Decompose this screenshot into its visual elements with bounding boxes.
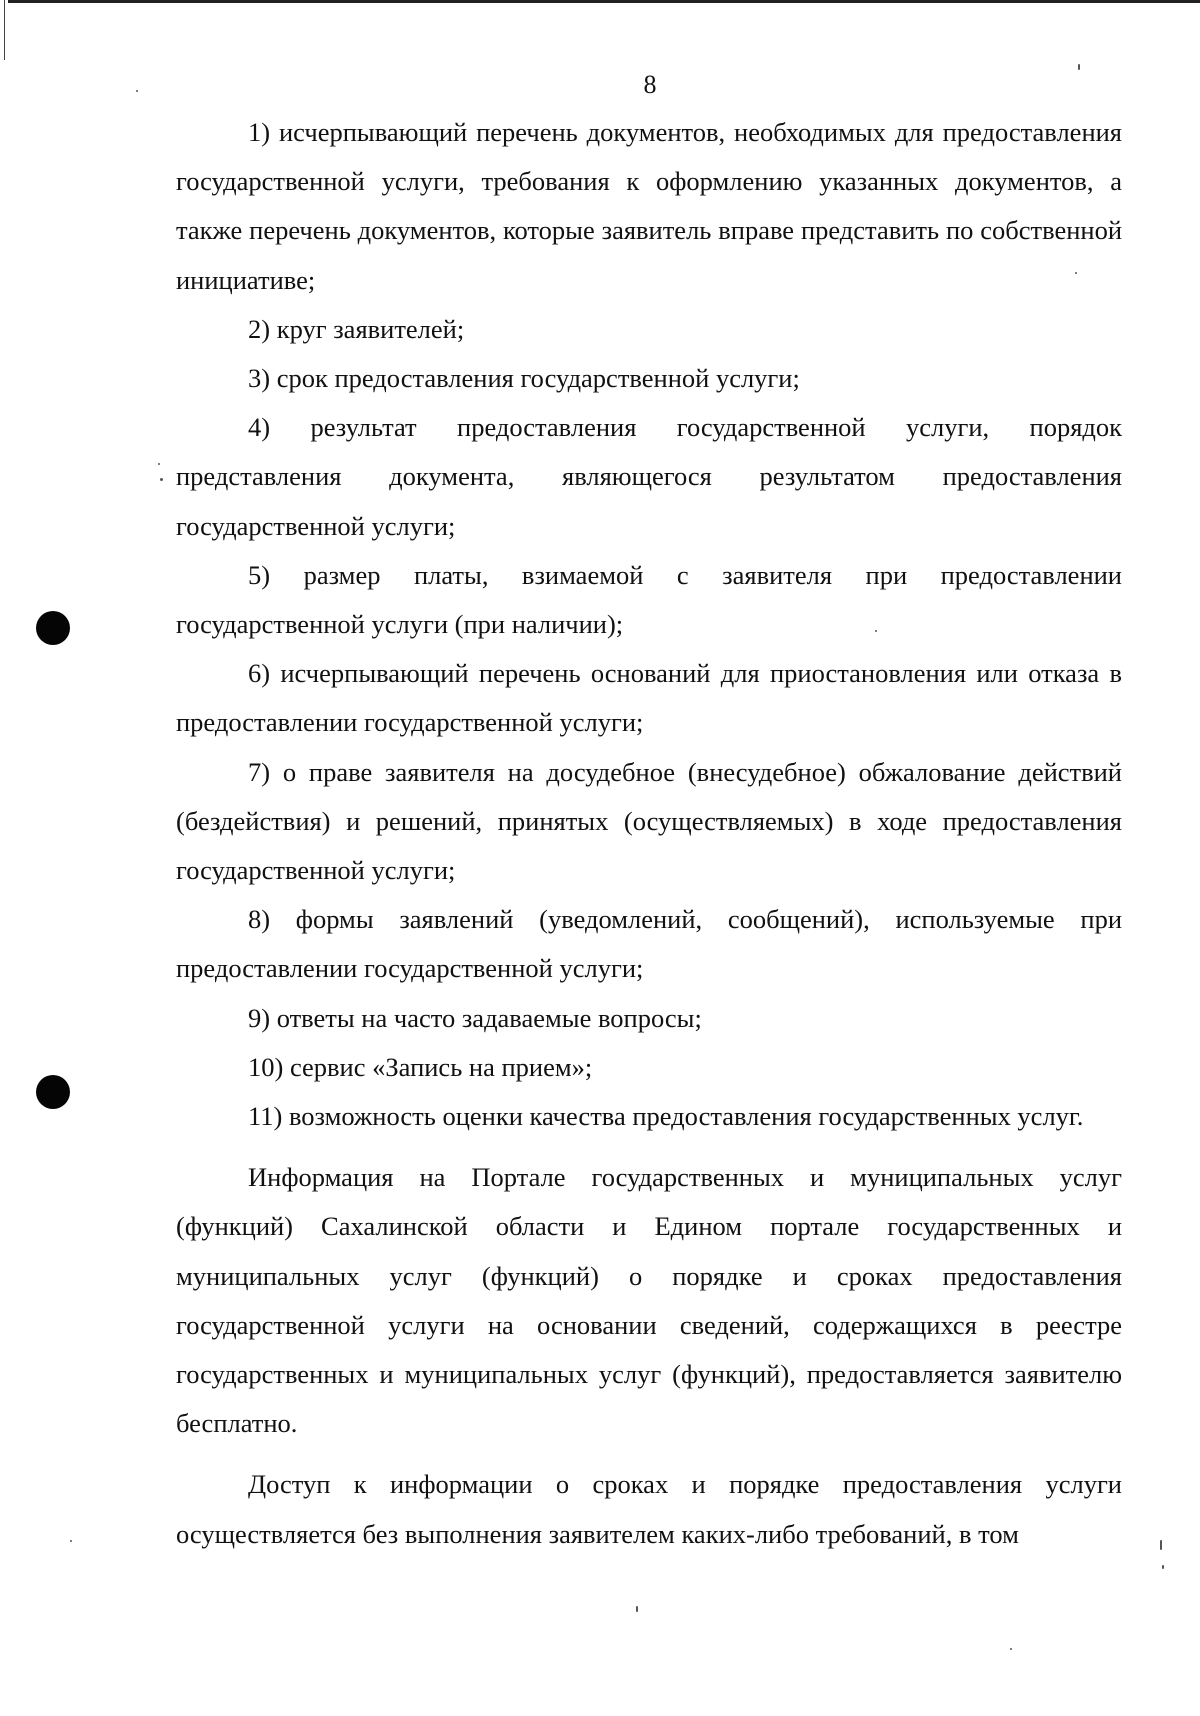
scan-speck <box>875 630 877 632</box>
scan-speck <box>70 1540 72 1542</box>
document-body <box>176 108 1122 1559</box>
scan-speck <box>1162 1565 1164 1569</box>
list-item-10: 10) сервис «Запись на прием»; <box>248 1051 593 1082</box>
top-edge-rule <box>8 0 1200 3</box>
left-edge-rule <box>4 0 5 60</box>
list-item-8: 8) формы заявлений (уведомлений, сообщений), используемые при предоставлении государственной услуги; <box>176 904 1122 984</box>
list-item-1: 1) исчерпывающий перечень документов, необходимых для предоставления государственной услуги, требования к оформлению указанных документов, а также перечень документов, которые заявитель вправе представить по собственной инициативе; <box>176 117 1122 295</box>
scan-speck <box>1160 1540 1162 1550</box>
list-item-2: 2) круг заявителей; <box>248 313 465 344</box>
paragraph-portal-info: Информация на Портале государственных и муниципальных услуг (функций) Сахалинской области и Едином портале государственных и муниципальных услуг (функций) о порядке и сроках предоставления государственной услуги на основании сведений, содержащихся в реестре государственных и муниципальных услуг (функций), предоставляется заявителю бесплатно. <box>176 1162 1122 1439</box>
list-item-9: 9) ответы на часто задаваемые вопросы; <box>248 1002 702 1033</box>
scan-speck <box>1075 272 1077 274</box>
paragraph-access-info: Доступ к информации о сроках и порядке предоставления услуги осуществляется без выполнения заявителем каких-либо требований, в том <box>176 1469 1122 1549</box>
list-item-5: 5) размер платы, взимаемой с заявителя при предоставлении государственной услуги (при наличии); <box>176 559 1122 640</box>
page-number: 8 <box>643 70 657 99</box>
list-item-3: 3) срок предоставления государственной услуги; <box>248 363 800 394</box>
scan-speck <box>636 1606 638 1612</box>
list-item-7: 7) о праве заявителя на досудебное (внесудебное) обжалование действий (бездействия) и решений, принятых (осуществляемых) в ходе предоставления государственной услуги; <box>176 756 1122 886</box>
scan-speck <box>136 90 138 92</box>
scan-speck <box>1010 1648 1012 1650</box>
scan-speck <box>158 463 160 465</box>
list-item-4: 4) результат предоставления государственной услуги, порядок представления документа, являющегося результатом предоставления государственной услуги; <box>176 412 1122 541</box>
scan-speck <box>1078 64 1080 70</box>
scan-speck <box>160 478 163 481</box>
punch-hole-upper <box>36 611 70 645</box>
punch-hole-lower <box>36 1075 70 1109</box>
list-item-6: 6) исчерпывающий перечень оснований для приостановления или отказа в предоставлении государственной услуги; <box>176 658 1122 738</box>
list-item-11: 11) возможность оценки качества предоставления государственных услуг. <box>248 1101 1084 1132</box>
